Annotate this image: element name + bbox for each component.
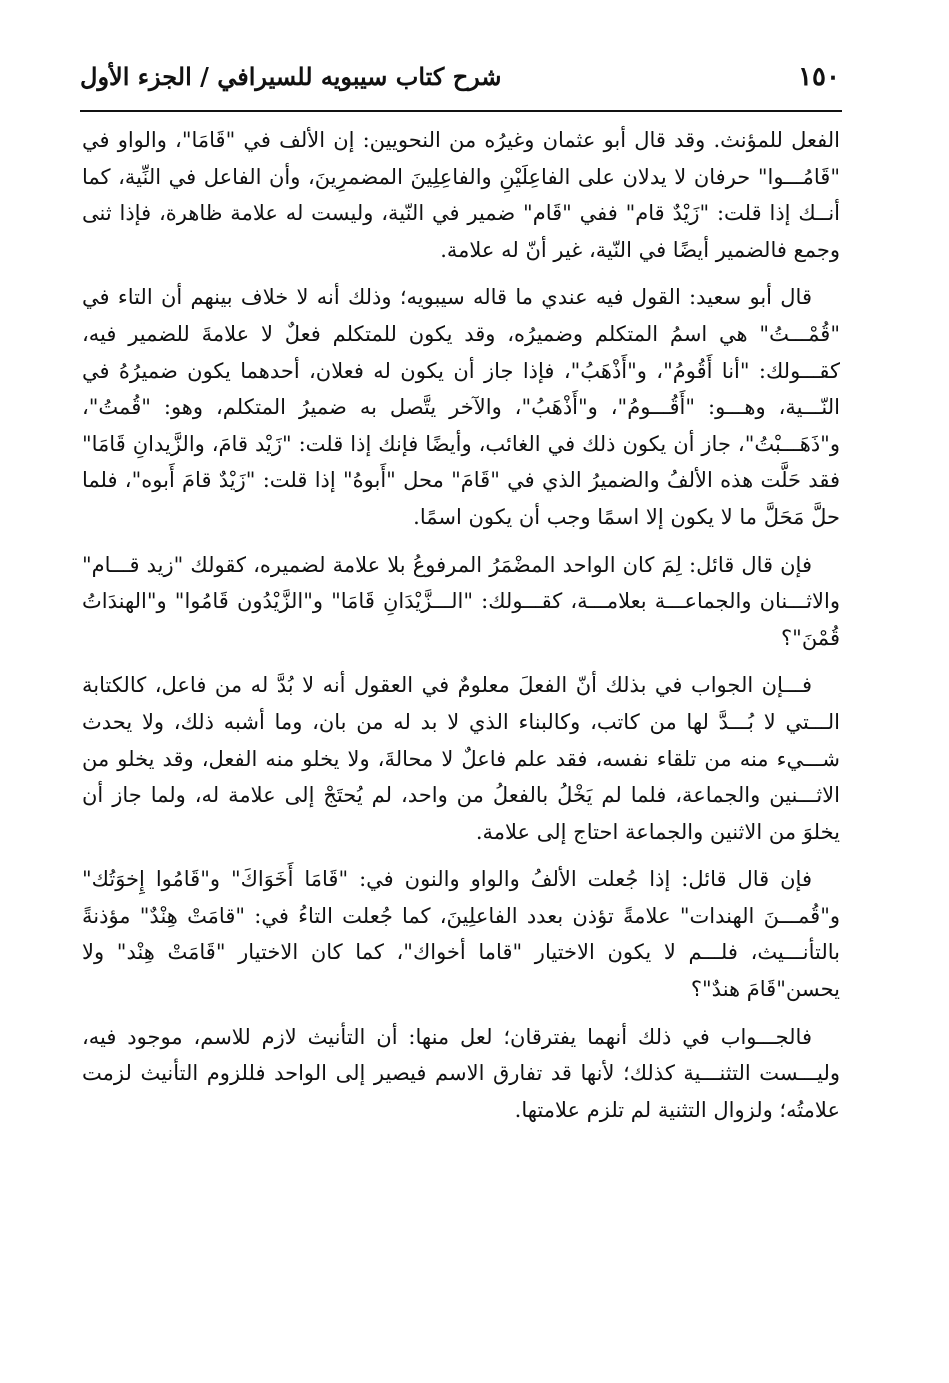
running-title: شرح كتاب سيبويه للسيرافي / الجزء الأول [80, 62, 502, 91]
body-text [82, 122, 840, 1139]
header-divider [80, 110, 842, 112]
paragraph: فـــإن الجواب في بذلك أنّ الفعلَ معلومٌ في العقول أنه لا بُدَّ له من فاعل، كالكتابة الـــتي لا بُـــدَّ لها من كاتب، وكالبناء الذي لا بد له من بان، وما أشبه ذلك، ولا يحدث شـــيء منه من تلقاء نفسه، فقد علم فاعلٌ لا محالةَ، ولا يخلو منه الفعل، وقد يخلو من الاثـــنين والجماعة، فلما لم يَخْلُ بالفعلُ من واحد، لم يُحتَجْ إلى علامة له، ولما جاز أن يخلوَ من الاثنين والجماعة احتاج إلى علامة. [82, 673, 840, 844]
paragraph: الفعل للمؤنث. وقد قال أبو عثمان وغيرُه من النحويين: إن الألف في "قَامَا"، والواو في "قَامُـــوا" حرفان لا يدلان على الفاعِلَيْنِ والفاعِلِينَ المضمرِينَ، وأن الفاعل في النِّية، كما أنــك إذا قلت: "زَيْدٌ قام" ففي "قَام" ضمير في النّية، وليست له علامة ظاهرة، فإذا ثنى وجمع فالضمير أيضًا في النّية، غير أنّ له علامة. [82, 128, 841, 262]
page-number: ١٥٠ [798, 62, 840, 92]
paragraph: قال أبو سعيد: القول فيه عندي ما قاله سيبويه؛ وذلك أنه لا خلاف بينهم أن التاء في "قُمْـــتُ" هي اسمُ المتكلم وضميرُه، وقد يكون للمتكلم فعلٌ لا علامةَ للضمير فيه، كقـــولك: "أنا أَقُومُ"، و"أَذْهَبُ"، فإذا جاز أن يكون له فعلان، أحدهما يكون ضميرُهُ في النّـــية، وهـــو: "أَقُـــومُ"، و"أَذْهَبُ"، والآخر يتَّصل به ضميرُ المتكلم، وهو: "قُمتُ"، و"ذَهَـــبْتُ"، جاز أن يكون ذلك في الغائب، وأيضًا فإنك إذا قلت: "زَيْد قامَ، والزَّيدانِ قَامَا" فقد حَلَّت هذه الألفُ والضميرُ الذي في "قَامَ" محل "أَبوهُ" إذا قلت: "زَيْدٌ قامَ أَبوه"، فلما حلَّ مَحَلَّ ما لا يكون إلا اسمًا وجب أن يكون اسمًا. [82, 285, 840, 529]
paragraph: فإن قال قائل: لِمَ كان الواحد المضْمَرُ المرفوعُ بلا علامة لضميره، كقولك "زيد قـــام" والاثـــنان والجماعـــة بعلامـــة، كقـــولك: "الـــزَّيْدَانِ قَامَا" و"الزَّيْدُون قَامُوا" و"الهندَاتُ قُمْنَ"؟ [82, 552, 840, 650]
paragraph: فالجـــواب في ذلك أنهما يفترقان؛ لعل منها: أن التأنيث لازم للاسم، موجود فيه، وليـــست التثنـــية كذلك؛ لأنها قد تفارق الاسم فيصير إلى الواحد فللزوم التأنيث لزمت علامتُه؛ ولزوال التثنية لم تلزم علامتها. [82, 1024, 840, 1122]
paragraph: فإن قال قائل: إذا جُعلت الألفُ والواو والنون في: "قَامَا أَخَوَاكَ" و"قَامُوا إِخوَتُك" و"قُمـــنَ الهندات" علامةً تؤذن بعدد الفاعلِينَ، كما جُعلت التاءُ في: "قامَتْ هِنْدٌ" مؤذنةً بالتأنـــيث، فلـــم لا يكون الاختيار "قاما أخواك"، كما كان الاختيار "قَامَتْ هِنْد" ولا يحسن"قَامَ هندٌ"؟ [82, 867, 840, 1002]
page-header [80, 58, 840, 106]
